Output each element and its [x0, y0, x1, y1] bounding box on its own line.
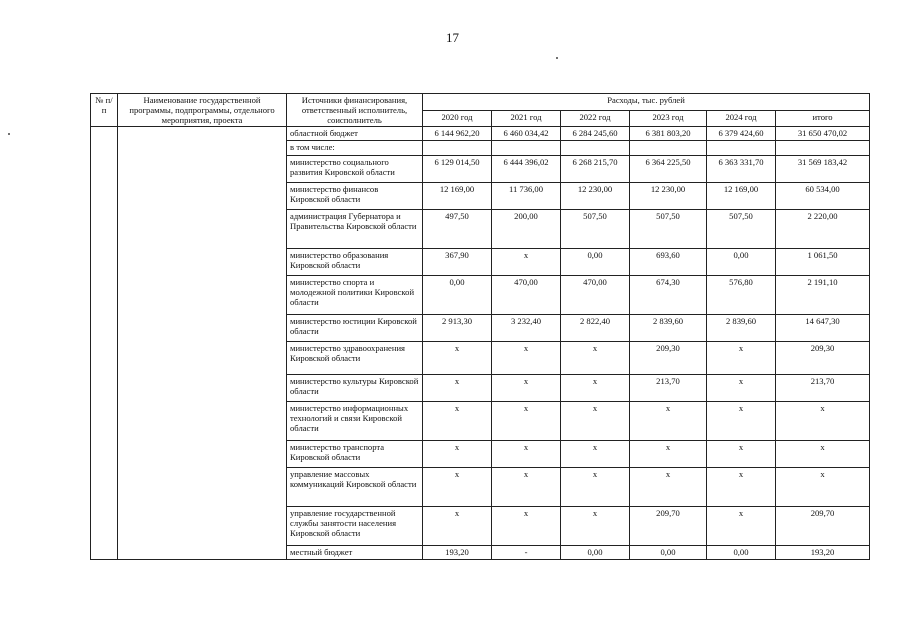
num-cell: [91, 127, 118, 560]
scan-speck: [8, 133, 10, 135]
value-cell: 6 460 034,42: [492, 127, 561, 141]
value-cell: х: [630, 441, 707, 468]
value-cell: 0,00: [561, 546, 630, 560]
value-cell: 6 144 962,20: [423, 127, 492, 141]
header-year-2020: 2020 год: [423, 110, 492, 127]
value-cell: х: [492, 375, 561, 402]
header-year-2024: 2024 год: [707, 110, 776, 127]
value-cell: 2 220,00: [776, 210, 870, 249]
value-cell: х: [776, 402, 870, 441]
value-cell: х: [707, 375, 776, 402]
value-cell: х: [492, 402, 561, 441]
value-cell: х: [707, 468, 776, 507]
value-cell: 31 650 470,02: [776, 127, 870, 141]
value-cell: 6 268 215,70: [561, 156, 630, 183]
source-cell: областной бюджет: [287, 127, 423, 141]
value-cell: [776, 141, 870, 156]
scan-speck: [556, 57, 558, 59]
source-cell: местный бюджет: [287, 546, 423, 560]
value-cell: 12 169,00: [707, 183, 776, 210]
value-cell: 470,00: [561, 276, 630, 315]
header-year-2022: 2022 год: [561, 110, 630, 127]
source-cell: министерство культуры Кировской области: [287, 375, 423, 402]
value-cell: 507,50: [707, 210, 776, 249]
value-cell: х: [707, 441, 776, 468]
value-cell: [630, 141, 707, 156]
header-name: Наименование государственной программы, подпрограммы, отдельного мероприятия, проекта: [118, 94, 287, 127]
value-cell: -: [492, 546, 561, 560]
value-cell: х: [707, 507, 776, 546]
value-cell: х: [707, 342, 776, 375]
value-cell: 6 381 803,20: [630, 127, 707, 141]
value-cell: 693,60: [630, 249, 707, 276]
value-cell: 209,30: [630, 342, 707, 375]
source-cell: министерство юстиции Кировской области: [287, 315, 423, 342]
source-cell: министерство финансов Кировской области: [287, 183, 423, 210]
source-cell: министерство образования Кировской области: [287, 249, 423, 276]
source-cell: министерство здравоохранения Кировской области: [287, 342, 423, 375]
value-cell: х: [561, 507, 630, 546]
value-cell: х: [630, 468, 707, 507]
source-cell: в том числе:: [287, 141, 423, 156]
header-expenses: Расходы, тыс. рублей: [423, 94, 870, 111]
value-cell: 14 647,30: [776, 315, 870, 342]
value-cell: [707, 141, 776, 156]
value-cell: 576,80: [707, 276, 776, 315]
page-number: 17: [446, 30, 459, 45]
value-cell: [561, 141, 630, 156]
value-cell: 6 364 225,50: [630, 156, 707, 183]
value-cell: 12 230,00: [630, 183, 707, 210]
table-row: [91, 127, 870, 141]
value-cell: 200,00: [492, 210, 561, 249]
value-cell: [423, 141, 492, 156]
value-cell: х: [492, 441, 561, 468]
value-cell: 193,20: [776, 546, 870, 560]
value-cell: 6 284 245,60: [561, 127, 630, 141]
value-cell: 209,70: [630, 507, 707, 546]
value-cell: 11 736,00: [492, 183, 561, 210]
source-cell: управление государственной службы занятости населения Кировской области: [287, 507, 423, 546]
value-cell: 507,50: [561, 210, 630, 249]
value-cell: 60 534,00: [776, 183, 870, 210]
value-cell: 2 839,60: [630, 315, 707, 342]
value-cell: х: [492, 342, 561, 375]
value-cell: 507,50: [630, 210, 707, 249]
value-cell: 470,00: [492, 276, 561, 315]
value-cell: х: [630, 402, 707, 441]
value-cell: х: [423, 468, 492, 507]
value-cell: х: [707, 402, 776, 441]
value-cell: х: [561, 375, 630, 402]
name-cell: [118, 127, 287, 560]
value-cell: 6 129 014,50: [423, 156, 492, 183]
value-cell: х: [423, 507, 492, 546]
value-cell: 213,70: [776, 375, 870, 402]
value-cell: х: [561, 402, 630, 441]
value-cell: 367,90: [423, 249, 492, 276]
value-cell: х: [776, 441, 870, 468]
value-cell: х: [561, 342, 630, 375]
header-year-2021: 2021 год: [492, 110, 561, 127]
value-cell: 1 061,50: [776, 249, 870, 276]
value-cell: 0,00: [423, 276, 492, 315]
value-cell: 497,50: [423, 210, 492, 249]
header-num: № п/п: [91, 94, 118, 127]
value-cell: 193,20: [423, 546, 492, 560]
value-cell: 3 232,40: [492, 315, 561, 342]
header-year-2023: 2023 год: [630, 110, 707, 127]
value-cell: 2 913,30: [423, 315, 492, 342]
source-cell: министерство спорта и молодежной политики Кировской области: [287, 276, 423, 315]
value-cell: х: [492, 468, 561, 507]
value-cell: 213,70: [630, 375, 707, 402]
value-cell: 12 169,00: [423, 183, 492, 210]
value-cell: 0,00: [561, 249, 630, 276]
value-cell: 6 379 424,60: [707, 127, 776, 141]
header-total: итого: [776, 110, 870, 127]
value-cell: 12 230,00: [561, 183, 630, 210]
source-cell: министерство социального развития Кировской области: [287, 156, 423, 183]
value-cell: 209,70: [776, 507, 870, 546]
value-cell: 6 444 396,02: [492, 156, 561, 183]
source-cell: министерство транспорта Кировской области: [287, 441, 423, 468]
value-cell: х: [561, 468, 630, 507]
source-cell: управление массовых коммуникаций Кировской области: [287, 468, 423, 507]
value-cell: х: [423, 342, 492, 375]
source-cell: администрация Губернатора и Правительства Кировской области: [287, 210, 423, 249]
value-cell: 31 569 183,42: [776, 156, 870, 183]
header-source: Источники финансирования, ответственный исполнитель, соисполнитель: [287, 94, 423, 127]
value-cell: 2 839,60: [707, 315, 776, 342]
value-cell: х: [423, 375, 492, 402]
header-row: [91, 94, 870, 111]
value-cell: х: [776, 468, 870, 507]
value-cell: 209,30: [776, 342, 870, 375]
value-cell: 2 191,10: [776, 276, 870, 315]
value-cell: 6 363 331,70: [707, 156, 776, 183]
value-cell: 0,00: [707, 546, 776, 560]
value-cell: х: [492, 249, 561, 276]
value-cell: 0,00: [630, 546, 707, 560]
value-cell: х: [423, 402, 492, 441]
financing-table: [90, 93, 870, 560]
value-cell: [492, 141, 561, 156]
value-cell: х: [492, 507, 561, 546]
value-cell: 2 822,40: [561, 315, 630, 342]
value-cell: х: [561, 441, 630, 468]
value-cell: х: [423, 441, 492, 468]
source-cell: министерство информационных технологий и связи Кировской области: [287, 402, 423, 441]
value-cell: 674,30: [630, 276, 707, 315]
value-cell: 0,00: [707, 249, 776, 276]
